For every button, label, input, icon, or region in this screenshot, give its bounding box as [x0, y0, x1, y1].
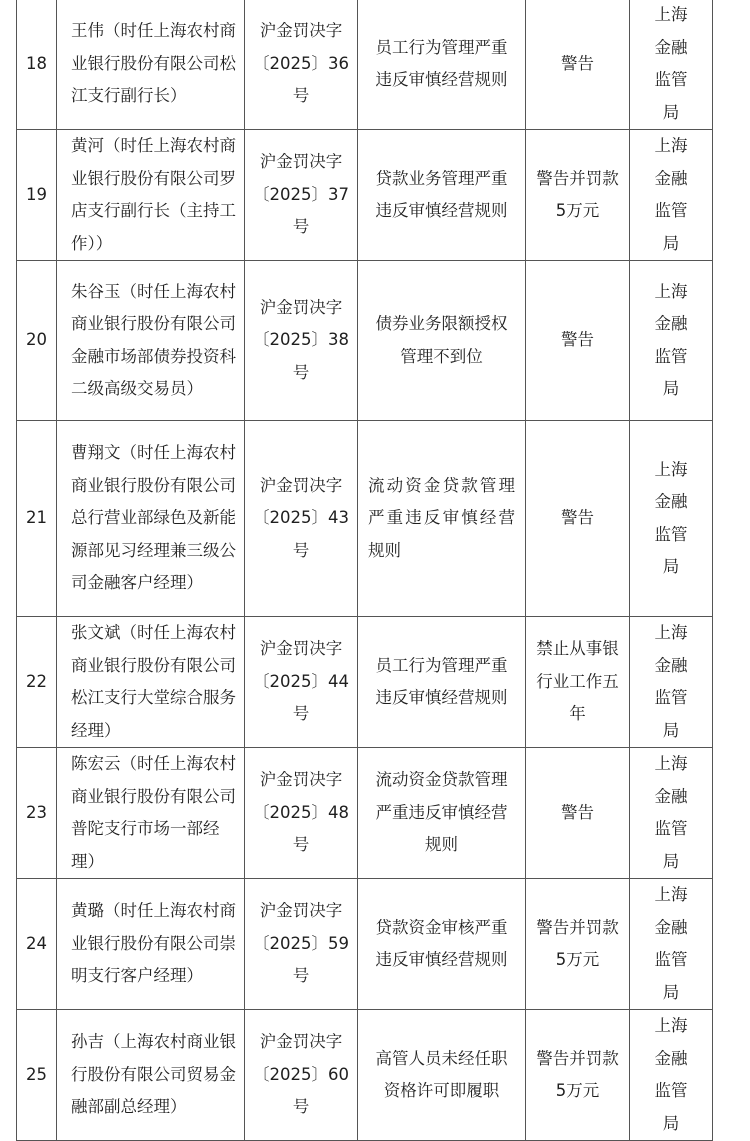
party-cell: 王伟（时任上海农村商业银行股份有限公司松江支行副行长） [57, 0, 245, 130]
row-number: 21 [17, 421, 57, 617]
document-number-cell: 沪金罚决字〔2025〕36号 [245, 0, 358, 130]
party-cell: 黄河（时任上海农村商业银行股份有限公司罗店支行副行长（主持工作）） [57, 130, 245, 261]
authority-cell: 上海金融监管局 [630, 617, 713, 748]
violation-cell: 贷款业务管理严重违反审慎经营规则 [358, 130, 526, 261]
penalty-cell: 警告并罚款5万元 [526, 879, 630, 1010]
penalty-table [16, 0, 713, 1141]
authority-cell: 上海金融监管局 [630, 748, 713, 879]
authority-cell: 上海金融监管局 [630, 1010, 713, 1141]
table-row [17, 879, 713, 1010]
violation-cell: 流动资金贷款管理严重违反审慎经营规则 [358, 748, 526, 879]
document-number-cell: 沪金罚决字〔2025〕37号 [245, 130, 358, 261]
authority-cell: 上海金融监管局 [630, 421, 713, 617]
authority-cell: 上海金融监管局 [630, 879, 713, 1010]
document-number-cell: 沪金罚决字〔2025〕43号 [245, 421, 358, 617]
row-number: 19 [17, 130, 57, 261]
row-number: 25 [17, 1010, 57, 1141]
document-number-cell: 沪金罚决字〔2025〕60号 [245, 1010, 358, 1141]
penalty-cell: 警告并罚款5万元 [526, 1010, 630, 1141]
penalty-cell: 警告 [526, 261, 630, 421]
authority-cell: 上海金融监管局 [630, 130, 713, 261]
penalty-cell: 警告 [526, 421, 630, 617]
violation-cell: 员工行为管理严重违反审慎经营规则 [358, 617, 526, 748]
party-cell: 黄璐（时任上海农村商业银行股份有限公司崇明支行客户经理） [57, 879, 245, 1010]
party-cell: 朱谷玉（时任上海农村商业银行股份有限公司金融市场部债券投资科二级高级交易员） [57, 261, 245, 421]
table-row [17, 617, 713, 748]
row-number: 22 [17, 617, 57, 748]
table-row [17, 421, 713, 617]
table-row [17, 261, 713, 421]
document-number-cell: 沪金罚决字〔2025〕38号 [245, 261, 358, 421]
table-row [17, 1010, 713, 1141]
violation-cell: 员工行为管理严重违反审慎经营规则 [358, 0, 526, 130]
table-row [17, 748, 713, 879]
violation-cell: 流动资金贷款管理严重违反审慎经营规则 [358, 421, 526, 617]
penalty-cell: 警告 [526, 0, 630, 130]
document-number-cell: 沪金罚决字〔2025〕48号 [245, 748, 358, 879]
penalty-cell: 禁止从事银行业工作五年 [526, 617, 630, 748]
violation-cell: 贷款资金审核严重违反审慎经营规则 [358, 879, 526, 1010]
authority-cell: 上海金融监管局 [630, 0, 713, 130]
row-number: 24 [17, 879, 57, 1010]
party-cell: 曹翔文（时任上海农村商业银行股份有限公司总行营业部绿色及新能源部见习经理兼三级公司金融客户经理） [57, 421, 245, 617]
row-number: 20 [17, 261, 57, 421]
violation-cell: 高管人员未经任职资格许可即履职 [358, 1010, 526, 1141]
row-number: 23 [17, 748, 57, 879]
penalty-cell: 警告并罚款5万元 [526, 130, 630, 261]
party-cell: 孙吉（上海农村商业银行股份有限公司贸易金融部副总经理） [57, 1010, 245, 1141]
penalty-cell: 警告 [526, 748, 630, 879]
violation-cell: 债券业务限额授权管理不到位 [358, 261, 526, 421]
row-number: 18 [17, 0, 57, 130]
party-cell: 陈宏云（时任上海农村商业银行股份有限公司普陀支行市场一部经理） [57, 748, 245, 879]
document-number-cell: 沪金罚决字〔2025〕59号 [245, 879, 358, 1010]
document-number-cell: 沪金罚决字〔2025〕44号 [245, 617, 358, 748]
authority-cell: 上海金融监管局 [630, 261, 713, 421]
table-row [17, 130, 713, 261]
table-row [17, 0, 713, 130]
party-cell: 张文斌（时任上海农村商业银行股份有限公司松江支行大堂综合服务经理） [57, 617, 245, 748]
